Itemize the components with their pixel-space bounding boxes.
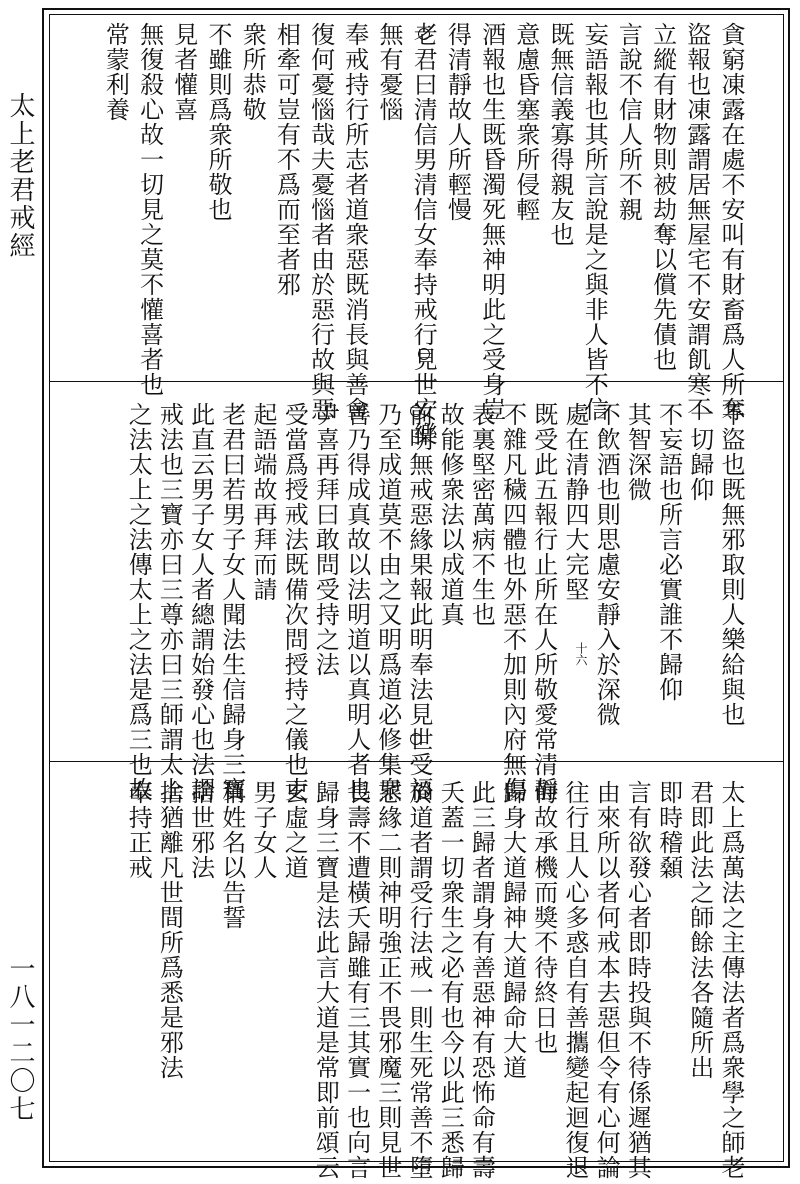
circle-mark [410,405,422,417]
text-column: 往行且人心多惑自有善攜變起迴復退 [561,780,589,1180]
text-column: 不雖則爲衆所敬也 [204,22,232,222]
text-column: 前明無戒惡緣果報此明奉法見世受福 [405,402,433,802]
text-column: 無有憂惱 [375,22,403,122]
text-column: 言有欲發心者即時投與不待係遲猶其 [623,780,652,1180]
text-column: 表裏堅密萬病不生也 [467,402,496,627]
text-column: 太上爲萬法之主傳法者爲衆學之師老 [717,780,745,1180]
text-column: 故能修衆法以成道真 [436,402,465,627]
text-column: 戒法也三寶亦曰三尊亦曰三師謂太上 [155,402,184,802]
text-column: 受當爲授戒法既備次問授持之儀也吏 [280,402,309,802]
text-column: 貪窮凍露在處不安叫有財畜爲人所奪 [717,22,745,422]
circle-mark [418,28,430,40]
text-column: 夭蓋一切衆生之必有也今以此三悉歸 [436,780,465,1180]
text-column: 歸身三寶是法此言大道是常即前頌云 [311,780,340,1180]
text-column: 君即此法之師餘法各隨所出 [685,780,714,1080]
circle-mark [418,348,430,360]
text-column: 由來所以者何戒本去惡但令有心何論 [592,780,621,1180]
text-column: 悔故承機而獎不待終日也 [529,780,558,1055]
text-column: 長壽不遭橫夭歸雖有三其實一也向言 [342,780,371,1180]
text-column: 盜報也凍露謂居無屋宅不安謂飢寒不 [682,22,711,422]
text-column: 既受此五報行止所在人所敬愛常清靜 [529,402,558,802]
text-column: 一切歸仰 [685,402,714,502]
text-column: 善乃得成真故以法明道以真明人者也 [342,402,371,802]
text-column: 奉持正戒 [124,780,153,880]
text-column: 老君曰清信男清信女奉持戒行見世安樂 [409,22,438,447]
text-column: 立縱有財物則被劫奪以償先債也 [648,22,677,372]
folio-mark: 十六 [574,642,588,666]
text-column: 酒報也生既昏濁死無神明此之受身豈 [477,22,506,422]
text-column: 此三歸者謂身有善惡神有恐怖命有壽 [467,780,496,1180]
book-title: 太上老君戒經 [5,92,35,260]
text-column: 見者懽喜 [169,22,198,122]
page-number: 一八一二〇七 [5,955,35,1123]
text-column: 不盜也既無邪取則人樂給與也 [717,402,745,727]
text-column: 其智深微 [623,402,652,502]
text-column: 乃至成道莫不由之又明爲道必修集衆 [373,402,402,802]
text-column: 惡緣二則神明強正不畏邪魔三則見世 [373,780,402,1180]
text-column: 復何憂惱哉夫憂惱者由於惡行故與惡 [306,22,335,422]
text-column: 捨世邪法 [186,780,215,880]
text-column: 於道者謂受行法戒一則生死常善不墮 [405,780,433,1180]
text-column: 不雜凡穢四體也外惡不加則內府無傷 [498,402,527,802]
text-column: 既無信義寡得親友也 [546,22,574,247]
text-column: 此直云男子女人者總謂始發心也法謂 [186,402,215,802]
text-column: 男子女人 [249,780,277,880]
text-column: 相牽可豈有不爲而至者邪 [272,22,301,297]
text-column: 老君曰若男子女人聞法生信歸身三寶 [217,402,246,802]
text-column: 意慮昏塞衆所侵輕 [511,22,540,222]
text-column: 玄虛之道 [280,780,309,880]
text-column: 捨猶離凡世間所爲悉是邪法 [155,780,184,1080]
text-column: 即時稽顙 [654,780,683,880]
circle-mark [418,786,430,798]
text-column: 歸身大道歸神大道歸命大道 [498,780,527,1080]
text-column: 不妄語也所言必實誰不歸仰 [654,402,683,702]
text-column: 常蒙利養 [101,22,130,122]
text-column: 處在清静四大完堅 [561,402,589,602]
text-column: 稱姓名以告誓 [217,780,246,930]
text-column: 尹喜再拜曰敢問受持之法 [311,402,340,677]
text-column: 妄語報也其所言說是之與非人皆不信 [580,22,609,422]
text-column: 起語端故再拜而請 [249,402,277,602]
text-column: 之法太上之法傳太上之法是爲三也故 [124,402,153,802]
circle-mark [410,733,422,745]
text-column: 不飲酒也則思慮安靜入於深微 [592,402,621,727]
text-column: 得清靜故人所輕慢 [443,22,472,222]
text-column: 衆所恭敬 [238,22,267,122]
text-column: 奉戒持行所志者道衆惡既消長與善會 [340,22,369,422]
text-column: 無復殺心故一切見之莫不懽喜者也 [135,22,164,397]
text-column: 言說不信人所不親 [614,22,643,222]
